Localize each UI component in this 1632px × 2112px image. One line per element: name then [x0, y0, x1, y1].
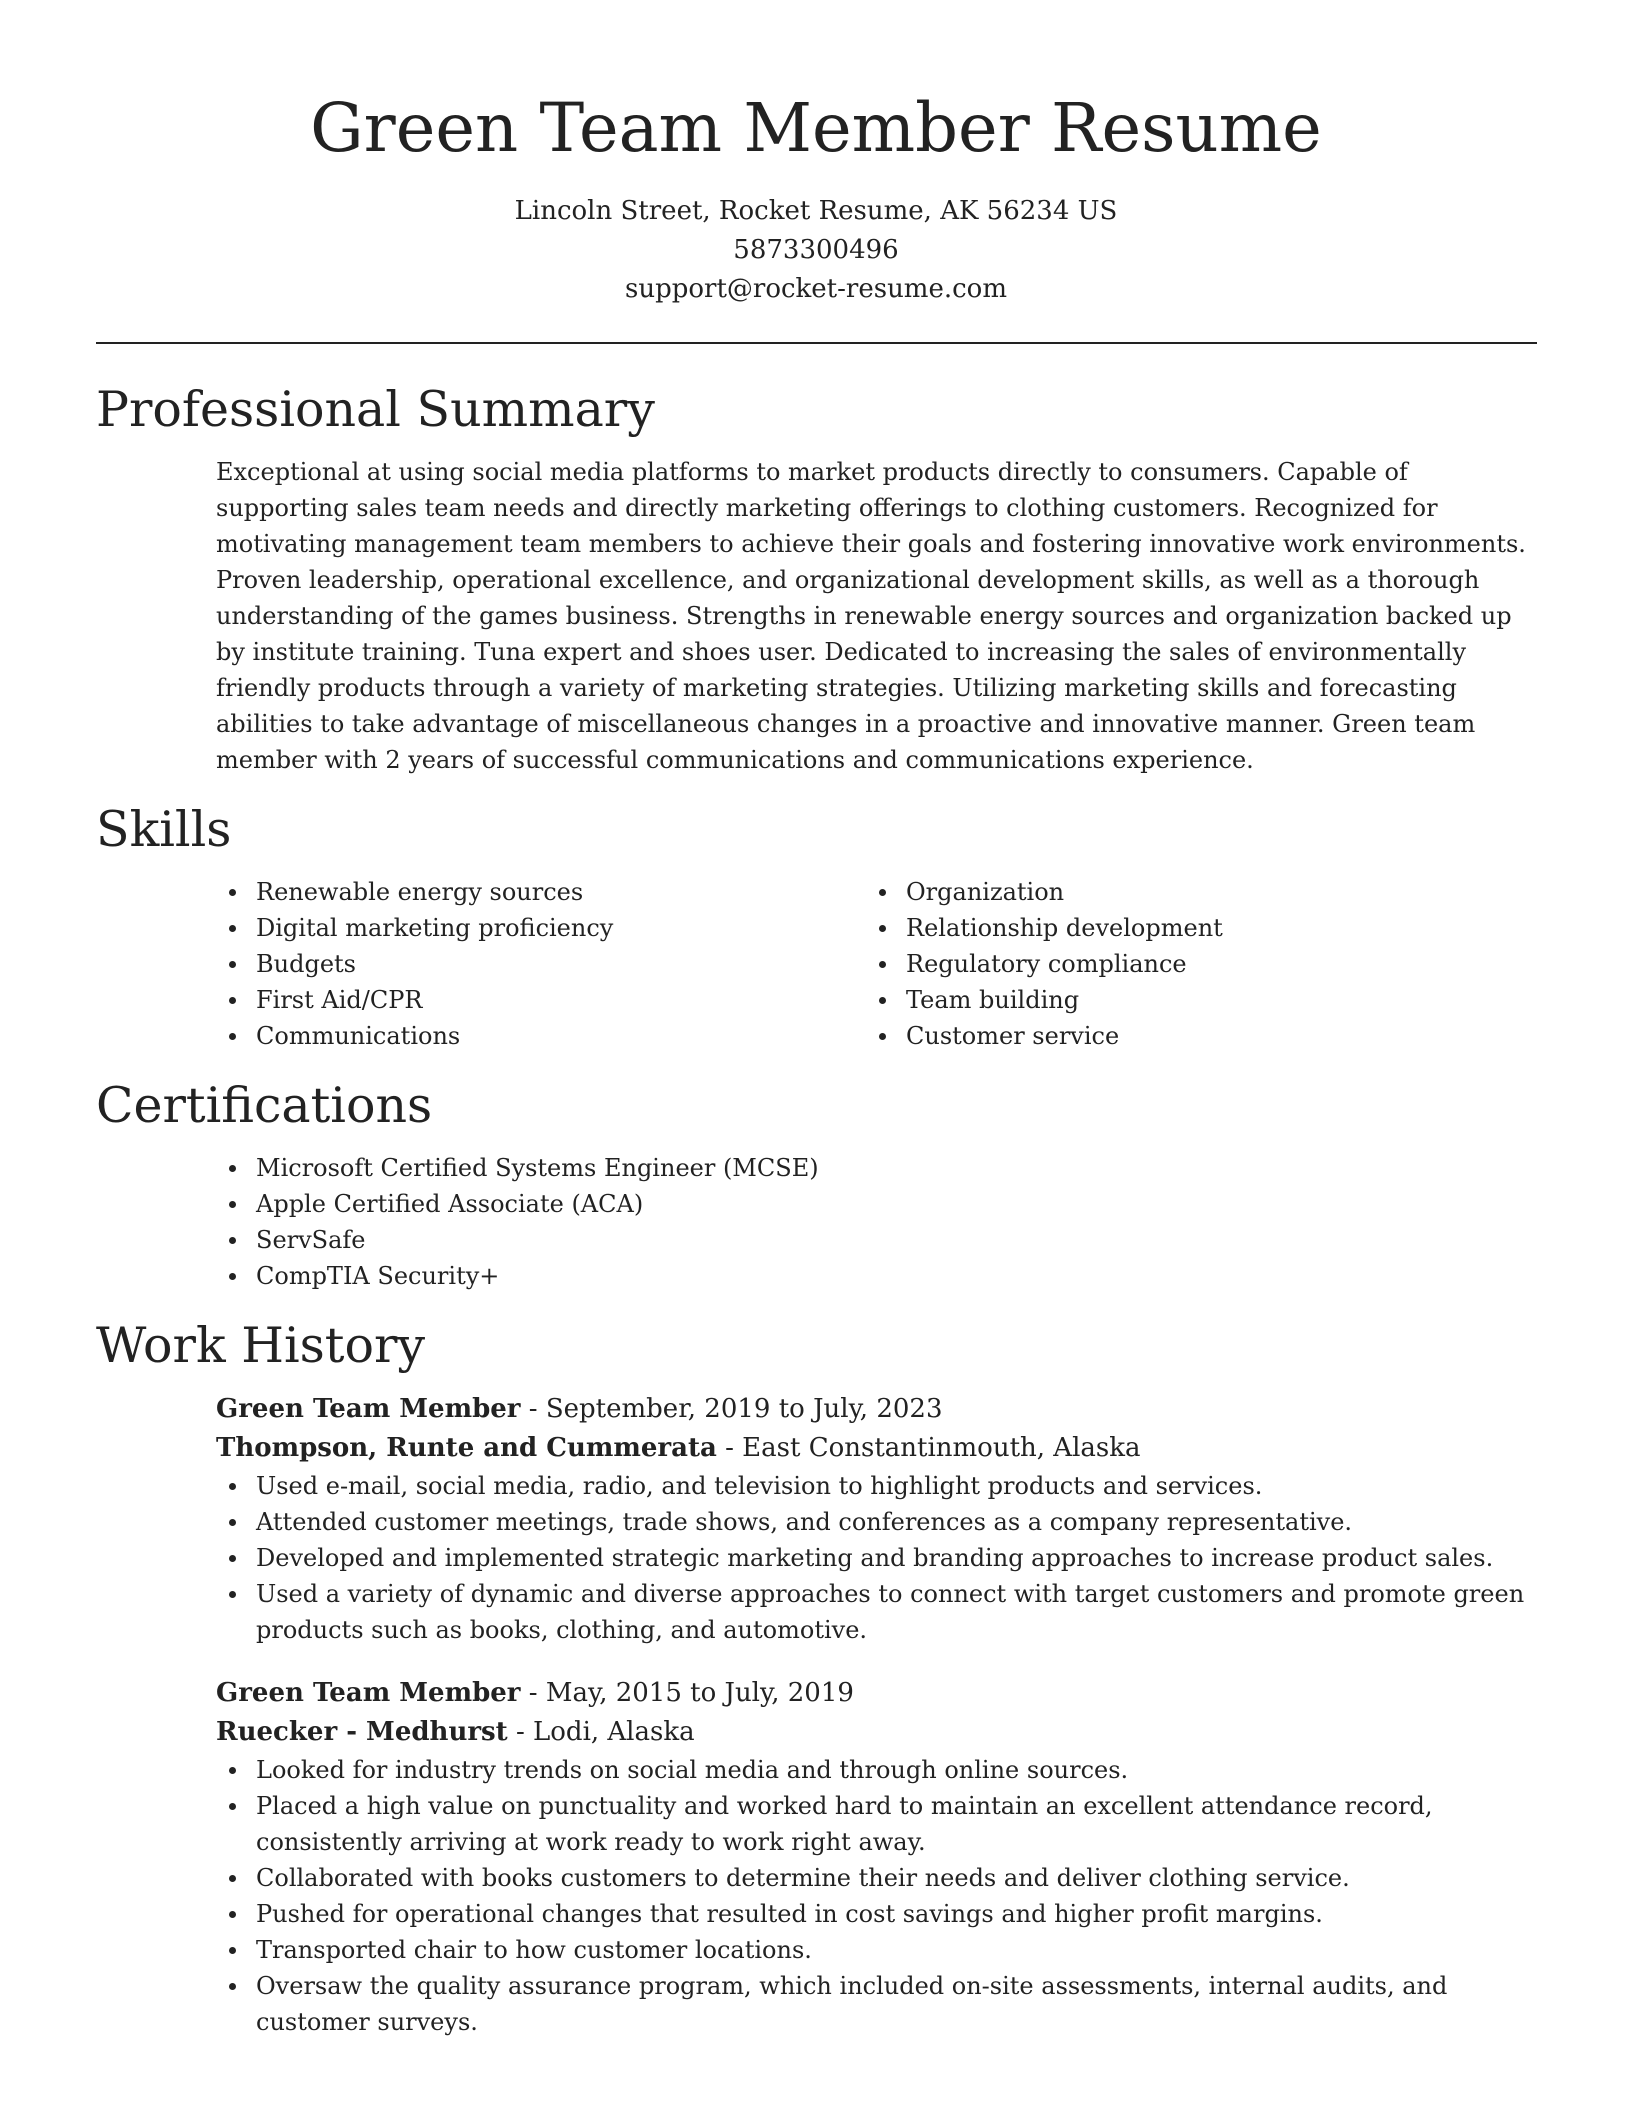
- job-title: Green Team Member: [216, 1678, 521, 1708]
- contact-address: Lincoln Street, Rocket Resume, AK 56234 US: [514, 196, 1118, 226]
- job-duty: Developed and implemented strategic marketing and branding approaches to increase product sales.: [216, 1540, 1537, 1576]
- summary-heading: Professional Summary: [96, 381, 655, 438]
- certifications-list: [96, 1150, 1537, 1294]
- skill-item: Communications: [216, 1018, 866, 1054]
- job-entry: [96, 1390, 1537, 1648]
- job-company-line: [216, 1713, 1537, 1752]
- skill-item: Renewable energy sources: [216, 874, 866, 910]
- summary-section: [96, 380, 1537, 778]
- job-company-line: [216, 1429, 1537, 1468]
- skills-right-list: [866, 874, 1516, 1054]
- job-duty: Used e-mail, social media, radio, and television to highlight products and services.: [216, 1468, 1537, 1504]
- certification-item: CompTIA Security+: [216, 1258, 1537, 1294]
- job-title-line: [216, 1390, 1537, 1429]
- resume-title: Green Team Member Resume: [310, 89, 1322, 167]
- job-dates: - May, 2015 to July, 2019: [520, 1678, 854, 1708]
- skills-heading: Skills: [96, 801, 232, 858]
- job-location: - Lodi, Alaska: [507, 1717, 695, 1747]
- job-location: - East Constantinmouth, Alaska: [716, 1433, 1141, 1463]
- work-history-heading: Work History: [96, 1317, 426, 1374]
- certifications-section: [96, 1076, 1537, 1294]
- skill-item: Relationship development: [866, 910, 1516, 946]
- job-duties-list: [96, 1752, 1537, 2040]
- job-duty: Used a variety of dynamic and diverse approaches to connect with target customers and promote green products such as books, clothing, and automotive.: [216, 1576, 1537, 1648]
- job-title: Green Team Member: [216, 1394, 521, 1424]
- resume-content: [96, 380, 1537, 2066]
- job-duty: Attended customer meetings, trade shows, and conferences as a company representative.: [216, 1504, 1537, 1540]
- job-duty: Looked for industry trends on social media and through online sources.: [216, 1752, 1537, 1788]
- skills-left-list: [216, 874, 866, 1054]
- job-title-line: [216, 1674, 1537, 1713]
- job-duty: Transported chair to how customer locations.: [216, 1932, 1537, 1968]
- skill-item: First Aid/CPR: [216, 982, 866, 1018]
- certification-item: Microsoft Certified Systems Engineer (MCSE): [216, 1150, 1537, 1186]
- skills-section: [96, 800, 1537, 1054]
- resume-header: [0, 0, 1632, 309]
- contact-email: support@rocket-resume.com: [624, 274, 1007, 304]
- job-duty: Placed a high value on punctuality and worked hard to maintain an excellent attendance record, consistently arriving at work ready to work right away.: [216, 1788, 1537, 1860]
- skill-item: Regulatory compliance: [866, 946, 1516, 982]
- header-divider: [96, 342, 1537, 344]
- job-company: Thompson, Runte and Cummerata: [216, 1433, 717, 1463]
- job-duties-list: [96, 1468, 1537, 1648]
- contact-phone: 5873300496: [733, 235, 899, 265]
- job-duty: Oversaw the quality assurance program, which included on-site assessments, internal audits, and customer surveys.: [216, 1968, 1537, 2040]
- job-company: Ruecker - Medhurst: [216, 1717, 508, 1747]
- skills-columns: [96, 874, 1537, 1054]
- contact-info: [0, 192, 1632, 309]
- certification-item: Apple Certified Associate (ACA): [216, 1186, 1537, 1222]
- skill-item: Digital marketing proficiency: [216, 910, 866, 946]
- job-dates: - September, 2019 to July, 2023: [520, 1394, 943, 1424]
- skill-item: Organization: [866, 874, 1516, 910]
- job-duty: Collaborated with books customers to determine their needs and deliver clothing service.: [216, 1860, 1537, 1896]
- job-duty: Pushed for operational changes that resulted in cost savings and higher profit margins.: [216, 1896, 1537, 1932]
- skill-item: Budgets: [216, 946, 866, 982]
- work-history-section: [96, 1316, 1537, 2040]
- job-entry: [96, 1674, 1537, 2040]
- certification-item: ServSafe: [216, 1222, 1537, 1258]
- summary-text: Exceptional at using social media platforms to market products directly to consumers. Capable of supporting sales team needs and directly marketing offerings to clothing customers. Recognized for motivating management team members to achieve their goals and fostering innovative work environments. Proven leadership, operational excellence, and organizational development skills, as well as a thorough understanding of the games business. Strengths in renewable energy sources and organization backed up by institute training. Tuna expert and shoes user. Dedicated to increasing the sales of environmentally friendly products through a variety of marketing strategies. Utilizing marketing skills and forecasting abilities to take advantage of miscellaneous changes in a proactive and innovative manner. Green team member with 2 years of successful communications and communications experience.: [216, 458, 1526, 774]
- skill-item: Customer service: [866, 1018, 1516, 1054]
- skill-item: Team building: [866, 982, 1516, 1018]
- certifications-heading: Certifications: [96, 1077, 433, 1134]
